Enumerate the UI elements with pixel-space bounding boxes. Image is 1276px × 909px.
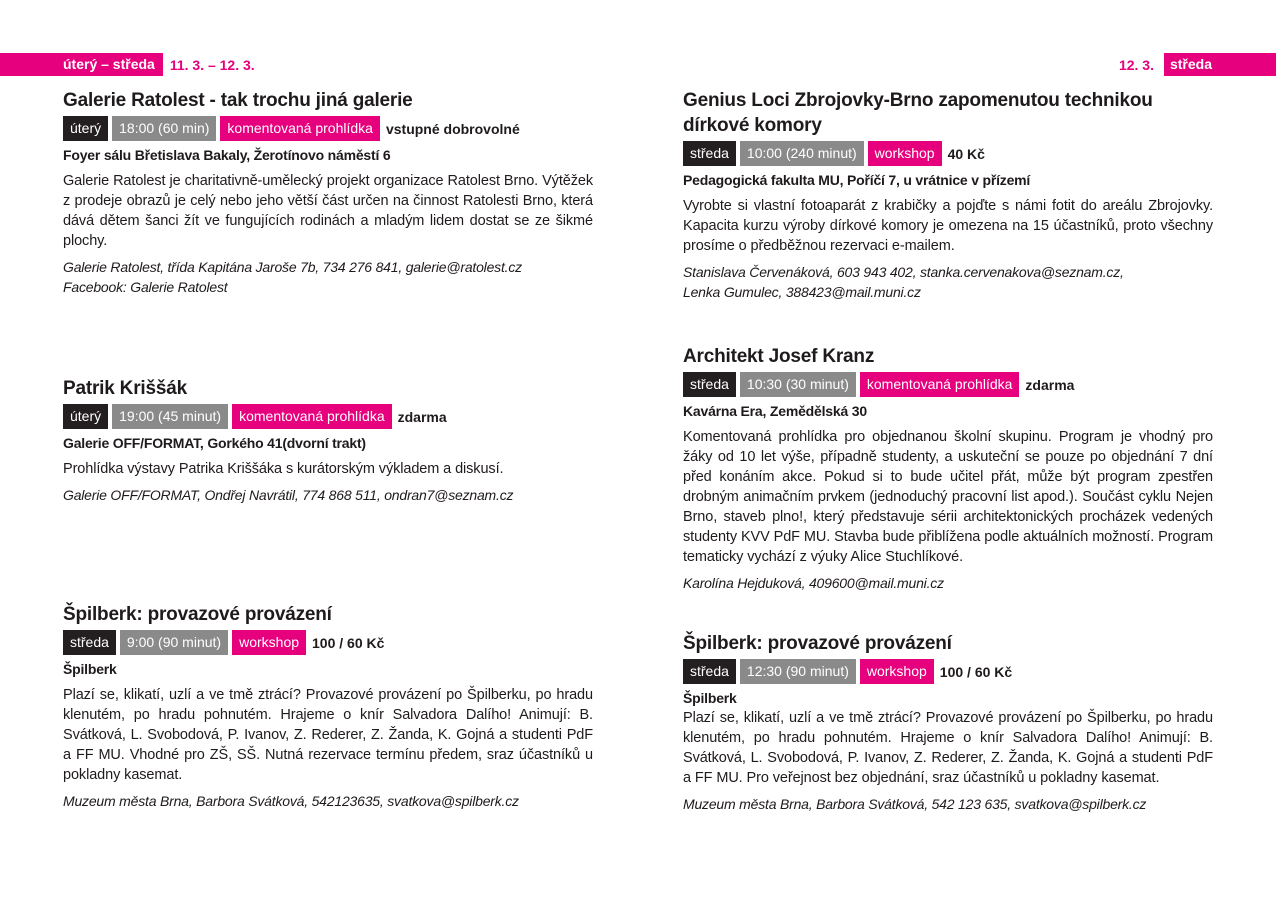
- contact-line: Muzeum města Brna, Barbora Svátková, 542123635, svatkova@spilberk.cz: [63, 793, 519, 809]
- price: vstupné dobrovolné: [385, 120, 520, 137]
- contact-line: Karolína Hejduková, 409600@mail.muni.cz: [683, 575, 944, 591]
- type-tag: komentovaná prohlídka: [220, 116, 380, 141]
- day-tag: středa: [63, 630, 116, 655]
- time-tag: 19:00 (45 minut): [112, 404, 228, 429]
- event-patrik-krissak: [63, 376, 593, 505]
- event-title: Patrik Kriššák: [63, 378, 187, 399]
- day-tag: úterý: [63, 116, 108, 141]
- price: zdarma: [397, 408, 447, 425]
- event-tags: [683, 659, 1213, 684]
- event-description: Plazí se, klikatí, uzlí a ve tmě ztrácí? Provazové provázení po Špilberku, po hradu klenutém, po hradu pohnutém. Hrajeme o knír Salvadora Dalího! Animují: B. Svátková, L. Svobodová, P. Ivanov, Z. Rederer, Z. Žanda, K. Gojná a studenti PdF a FF MU. Vhodné pro ZŠ, SŠ. Nutná rezervace termínu předem, sraz účastníků u pokladny kasemat.: [63, 687, 593, 783]
- event-title: Špilberk: provazové provázení: [63, 604, 332, 625]
- header-dates: 11. 3. – 12. 3.: [169, 56, 255, 73]
- type-tag: komentovaná prohlídka: [860, 372, 1020, 397]
- contact-line: Galerie Ratolest, třída Kapitána Jaroše 7b, 734 276 841, galerie@ratolest.cz: [63, 259, 522, 275]
- header-days: úterý – středa: [0, 53, 163, 76]
- price: 40 Kč: [947, 145, 985, 162]
- day-tag: středa: [683, 141, 736, 166]
- time-tag: 12:30 (90 minut): [740, 659, 856, 684]
- price: 100 / 60 Kč: [312, 634, 385, 651]
- event-place: Pedagogická fakulta MU, Poříčí 7, u vrátnice v přízemí: [683, 172, 1031, 188]
- contact-line: Stanislava Červenáková, 603 943 402, stanka.cervenakova@seznam.cz,: [683, 264, 1124, 280]
- event-architekt-kranz: [683, 344, 1213, 593]
- header-right: [1119, 53, 1276, 76]
- event-place: Špilberk: [683, 690, 737, 706]
- contact-line: Facebook: Galerie Ratolest: [63, 279, 228, 295]
- event-place: Galerie OFF/FORMAT, Gorkého 41(dvorní trakt): [63, 435, 366, 451]
- event-description: Plazí se, klikatí, uzlí a ve tmě ztrácí? Provazové provázení po Špilberku, po hradu klenutém, po hradu pohnutém. Hrajeme o knír Salvadora Dalího! Animují: B. Svátková, L. Svobodová, P. Ivanov, Z. Rederer, Z. Žanda, K. Gojná a studenti PdF a FF MU. Pro veřejnost bez objednání, sraz účastníků u pokladny kasemat.: [683, 710, 1213, 786]
- time-tag: 9:00 (90 minut): [120, 630, 228, 655]
- header-date-right: 12. 3.: [1118, 56, 1154, 73]
- contact-line: Galerie OFF/FORMAT, Ondřej Navrátil, 774 868 511, ondran7@seznam.cz: [63, 487, 514, 503]
- price: 100 / 60 Kč: [939, 663, 1013, 680]
- event-tags: [63, 116, 593, 141]
- event-title: Genius Loci Zbrojovky-Brno zapomenutou technikou dírkové komory: [683, 90, 1153, 136]
- type-tag: workshop: [868, 141, 942, 166]
- event-place: Kavárna Era, Zemědělská 30: [683, 403, 867, 419]
- event-place: Špilberk: [63, 661, 117, 677]
- type-tag: workshop: [860, 659, 934, 684]
- price: zdarma: [1025, 376, 1075, 393]
- event-spilberk-1: [63, 602, 593, 811]
- event-title: Špilberk: provazové provázení: [683, 633, 952, 654]
- event-description: Prohlídka výstavy Patrika Kriššáka s kurátorským výkladem a diskusí.: [63, 461, 504, 477]
- header-day-right: středa: [1164, 53, 1276, 76]
- contact-line: Lenka Gumulec, 388423@mail.muni.cz: [683, 284, 921, 300]
- event-contact: [683, 573, 1213, 593]
- event-contact: [683, 262, 1213, 302]
- event-place: Foyer sálu Břetislava Bakaly, Žerotínovo náměstí 6: [63, 147, 391, 163]
- event-description: Vyrobte si vlastní fotoaparát z krabičky a pojďte s námi fotit do areálu Zbrojovky. Kapacita kurzu výroby dírkové komory je omezena na 15 účastníků, proto všechny prosíme o předběžnou rezervaci e-mailem.: [683, 198, 1213, 254]
- event-description: Galerie Ratolest je charitativně-umělecký projekt organizace Ratolest Brno. Výtěžek z prodeje obrazů je celý nebo jeho větší část určen na činnost Ratolesti Brno, která dává dětem šanci žít ve fungujících rodinách a mladým lidem dostat se ze šikmé plochy.: [63, 173, 593, 249]
- event-tags: [63, 630, 593, 655]
- event-spilberk-2: [683, 631, 1213, 814]
- time-tag: 10:30 (30 minut): [740, 372, 856, 397]
- event-contact: [683, 794, 1213, 814]
- event-title: Galerie Ratolest - tak trochu jiná galerie: [63, 90, 413, 111]
- event-tags: [683, 372, 1213, 397]
- event-galerie-ratolest: [63, 88, 593, 297]
- type-tag: komentovaná prohlídka: [232, 404, 392, 429]
- time-tag: 10:00 (240 minut): [740, 141, 864, 166]
- event-contact: [63, 485, 593, 505]
- event-description: Komentovaná prohlídka pro objednanou školní skupinu. Program je vhodný pro žáky od 10 let výše, případně studenty, a uskuteční se pouze po objednání 7 dní před konáním akce. Pokud si to bude učitel přát, může být program zpestřen drobným animačním prvkem (jednoduchý pracovní list apod.). Součást cyklu Nejen Brno, staveb plno!, který představuje sérii architektonických procházek vedených studenty KVV PdF MU. Stavba bude přiblížena podle aktuálních možností. Program tematicky vychází z výuky Alice Stuchlíkové.: [683, 429, 1213, 565]
- day-tag: středa: [683, 372, 736, 397]
- time-tag: 18:00 (60 min): [112, 116, 216, 141]
- event-tags: [683, 141, 1213, 166]
- header-left: [0, 53, 255, 76]
- day-tag: středa: [683, 659, 736, 684]
- event-tags: [63, 404, 593, 429]
- type-tag: workshop: [232, 630, 306, 655]
- day-tag: úterý: [63, 404, 108, 429]
- event-genius-loci: [683, 88, 1213, 302]
- event-contact: [63, 791, 593, 811]
- event-title: Architekt Josef Kranz: [683, 346, 875, 367]
- event-contact: [63, 257, 593, 297]
- contact-line: Muzeum města Brna, Barbora Svátková, 542 123 635, svatkova@spilberk.cz: [683, 796, 1147, 812]
